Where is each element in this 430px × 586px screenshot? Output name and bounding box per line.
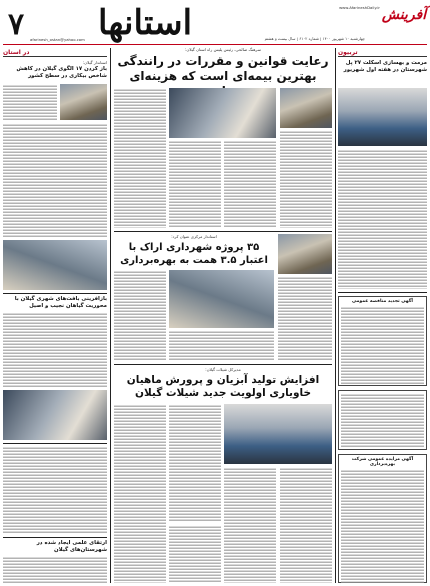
story3-col-e: [169, 525, 221, 583]
brand-logo: آفرینش: [381, 7, 427, 23]
left-item1-headline: باز کردن ۱۷ الگوی گیلان در کاهش شاخص بیکاری در سطح کشور: [16, 66, 107, 79]
main-kicker: سرهنگ صالحی، رئیس پلیس راه استان گیلان:: [185, 47, 261, 52]
story3-col-d: [280, 467, 332, 583]
story2-headline: ۳۵ پروژه شهرداری اراک با اعتبار ۳.۵ همت به بهره‌برداری: [120, 242, 268, 266]
story2-col-a: [114, 270, 166, 360]
right-ad-1: [338, 296, 427, 386]
story3-col-b: [169, 404, 221, 522]
date-line: چهارشنبه ۱۰ شهریور ۱۴۰۰ | شماره ۶۱۰۲ | سال بیست و هشتم: [264, 36, 365, 41]
story2-side-photo: [278, 234, 332, 274]
main-divider: [114, 231, 332, 232]
main-col-b: [169, 140, 221, 228]
masthead-rule: [3, 44, 427, 45]
story3-col-a: [114, 404, 166, 583]
website: www.AfarineshDaily.ir: [339, 5, 380, 10]
story3-kicker: مدیرکل شیلات گیلان:: [205, 367, 241, 372]
story2-divider: [114, 364, 332, 365]
col-rule-left: [110, 48, 111, 583]
story3-headline: افزایش تولید آبزیان و پرورش ماهیان خاویاری اولویت جدید شیلات گیلان: [126, 374, 320, 399]
main-headline: رعایت قوانین و مقررات در رانندگی بهترین بیمه‌ای است که هزینه‌ای: [117, 54, 329, 83]
email-line: afarinesh_ostan@yahoo.com: [30, 37, 85, 42]
right-section-header: تربیون: [338, 48, 427, 57]
right-photo: [338, 88, 427, 146]
left-text-2: [3, 123, 107, 238]
right-ad-3: [338, 454, 427, 583]
left-divider-1: [3, 293, 107, 294]
left-text-3: [3, 312, 107, 388]
page-number: ۷: [7, 6, 25, 42]
main-portrait: [280, 88, 332, 128]
left-text-4: [3, 446, 107, 534]
right-ad-2-text: [341, 393, 424, 447]
left-text-5: [3, 556, 107, 583]
right-ad-3-text: [341, 469, 424, 584]
left-divider-2: [3, 443, 107, 444]
left-item2-headline: بازافرینی بافت‌های شهری گیلان با محوریت گیاهان نجیب و اصیل: [14, 296, 107, 309]
right-ad-3-title: آگهی مزایده عمومی شرکت بهره‌برداری: [351, 457, 414, 467]
main-photo: [169, 88, 276, 138]
left-photo-2: [3, 240, 107, 290]
left-item3-headline: ارتقای علمی ایجاد شده در شهرستان‌های گیلان: [36, 540, 107, 553]
main-col-d: [280, 130, 332, 228]
story2-kicker: استاندار مرکزی عنوان کرد:: [171, 234, 217, 239]
story3-col-c: [224, 467, 276, 583]
left-photo-1: [60, 84, 107, 120]
right-divider-1: [338, 292, 427, 293]
story3-photo: [224, 404, 332, 464]
story2-side-text: [278, 276, 332, 360]
col-rule-right: [335, 48, 336, 583]
story2-photo: [169, 270, 274, 328]
right-ad-1-text: [341, 306, 424, 384]
right-top-headline: مرمت و بهسازی اسکلت ۲۷ پل شهرستان در هفته اول شهریور: [343, 60, 427, 73]
logo: استانها: [97, 3, 193, 43]
main-col-c: [224, 140, 276, 228]
story2-col-b: [169, 330, 274, 360]
right-text-1: [338, 149, 427, 289]
main-col-a: [114, 88, 166, 228]
right-ad-1-title: آگهی تجدید مناقصه عمومی: [352, 299, 413, 304]
left-text-1: [3, 84, 57, 120]
left-section-header: در استان: [3, 48, 107, 57]
left-item1-kicker: استاندار گیلان:: [82, 60, 107, 65]
left-divider-3: [3, 537, 107, 538]
right-ad-2: [338, 390, 427, 450]
left-photo-3: [3, 390, 107, 440]
